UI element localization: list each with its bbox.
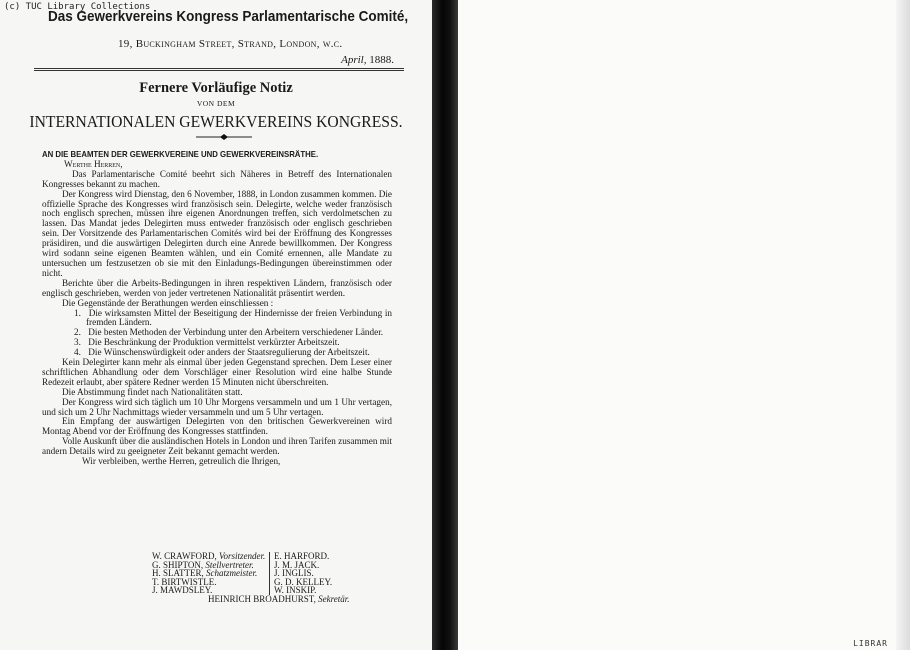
date-month: April, <box>341 54 367 66</box>
agenda-item <box>42 309 392 329</box>
agenda-text: Die besten Methoden der Verbindung unter den Arbeitern verschiedener Länder. <box>88 327 384 338</box>
watermark: (c) TUC Library Collections <box>4 2 151 12</box>
signatory-name: H. SLATTER, <box>152 568 204 579</box>
paragraph-7: Der Kongress wird sich täglich um 10 Uhr Morgens versammeln und um 1 Uhr vertagen, und sich um 2 Uhr Nachmittags wieder versammeln und um 5 Uhr vertagen. <box>42 396 392 417</box>
signatory: J. INGLIS. <box>274 568 314 579</box>
salutation: Werthe Herren, <box>64 158 123 169</box>
paragraph-5: Kein Delegirter kann mehr als einmal über jeden Gegenstand sprechen. Dem Leser einer schriftlichen Abhandlung oder dem Vorschläger einer Resolution wird eine halbe Stunde Redezeit erlaubt, aber spätere Redner werden 15 Minuten nicht überschreiten. <box>42 357 392 387</box>
signatory-role: Schatzmeister. <box>206 568 258 579</box>
signatory-role: Vorsitzender. <box>218 551 266 561</box>
signatory-role: Stellvertreter. <box>205 559 254 570</box>
signatory-name: T. BIRTWISTLE. <box>152 576 217 587</box>
date-year: 1888. <box>369 54 394 66</box>
signatory-name: G. SHIPTON, <box>152 559 204 570</box>
paragraph-1: Das Parlamentarische Comité beehrt sich Näheres in Betreff des Internationalen Kongresses bekannt zu machen. <box>42 168 392 189</box>
header-rule <box>34 68 404 69</box>
paragraph-9: Volle Auskunft über die ausländischen Hotels in London und ihren Tarifen zusammen mit andern Details wird zu geeigneter Zeit bekannt gemacht werden. <box>42 436 392 457</box>
title-line-1: Fernere Vorläufige Notiz <box>139 80 293 96</box>
agenda-list <box>42 309 392 359</box>
signatory: E. HARFORD. <box>274 551 330 561</box>
ornament-divider <box>196 133 252 141</box>
right-page-blank <box>458 0 910 650</box>
org-name: Das Gewerkvereins Kongress Parlamentarische Comité, <box>48 8 409 25</box>
signatories-right <box>270 552 380 595</box>
agenda-text: Die Beschränkung der Produktion vermittelst verkürzter Arbeitszeit. <box>88 337 340 348</box>
paragraph-6: Die Abstimmung findet nach Nationalitäten statt. <box>62 386 243 397</box>
date <box>341 54 394 66</box>
title-line-2: VON DEM <box>196 99 236 108</box>
signatory-name: W. CRAWFORD, <box>152 551 217 561</box>
secretary <box>152 595 380 604</box>
book-spine <box>432 0 458 650</box>
signatory: J. M. JACK. <box>274 559 320 570</box>
address-heading: AN DIE BEAMTEN DER GEWERKVEREINE UND GEWERKVEREINSRÄTHE. <box>42 150 319 159</box>
closing: Wir verbleiben, werthe Herren, getreulich die Ihrigen, <box>82 456 281 467</box>
header-rule-2 <box>34 70 404 71</box>
signatory: G. D. KELLEY. <box>274 576 333 587</box>
signatory: W. INSKIP. <box>274 585 317 596</box>
left-page <box>0 0 432 650</box>
page-edge <box>896 0 910 650</box>
letter-body <box>42 150 392 467</box>
agenda-number: 2. <box>74 327 81 338</box>
address: 19, Buckingham Street, Strand, London, w.c. <box>118 38 343 50</box>
secretary-name: HEINRICH BROADHURST, <box>208 593 316 604</box>
secretary-role: Sekretär. <box>318 593 350 604</box>
agenda-text: Die Wünschenswürdigkeit oder anders der Staatsregulierung der Arbeitszeit. <box>88 347 370 358</box>
agenda-number: 4. <box>74 347 81 358</box>
agenda-number: 3. <box>74 337 81 348</box>
paragraph-3: Berichte über die Arbeits-Bedingungen in ihren respektiven Ländern, französisch oder englisch geschrieben, werden von jeder vertretenen Nationalität präsentirt werden. <box>42 277 392 298</box>
paragraph-8: Ein Empfang der auswärtigen Delegirten von den britischen Gewerkvereinen wird Montag Abend vor der Eröffnung des Kongresses stattfinden. <box>42 416 392 437</box>
library-stamp: LIBRAR <box>853 639 888 648</box>
agenda-number: 1. <box>74 307 81 318</box>
agenda-text: Die wirksamsten Mittel der Beseitigung der Hindernisse der freien Verbindung in fremden Ländern. <box>86 307 393 328</box>
signatures <box>152 552 380 604</box>
paragraph-2: Der Kongress wird Dienstag, den 6 November, 1888, in London zusammen kommen. Die offizielle Sprache des Kongresses wird französisch sein. Delegirte, welche weder französisch noch englisch sprechen, müssen ihre eigenen Anordnungen treffen, sich verdolmetschen zu lassen. Das Mandat jedes Delegirten muss entweder französisch oder englisch geschrieben sein. Der Vorsitzende des Parlamentarischen Comités wird bei der Eröffnung des Kongresses präsidiren, und die auswärtigen Delegirten durch eine Anrede bewillkommen. Der Kongress wird sodann seine eigenen Beamten wählen, und ein Comité ernennen, alle Mandate zu untersuchen um festzusetzen ob sie mit den Einladungs-Bedingungen übereinstimmen oder nicht. <box>42 188 392 278</box>
signatory-name: J. MAWDSLEY. <box>152 585 213 596</box>
signatories-left <box>152 552 270 595</box>
title-line-3: INTERNATIONALEN GEWERKVEREINS KONGRESS. <box>29 112 403 131</box>
paragraph-4: Die Gegenstände der Berathungen werden einschliessen : <box>62 297 274 308</box>
